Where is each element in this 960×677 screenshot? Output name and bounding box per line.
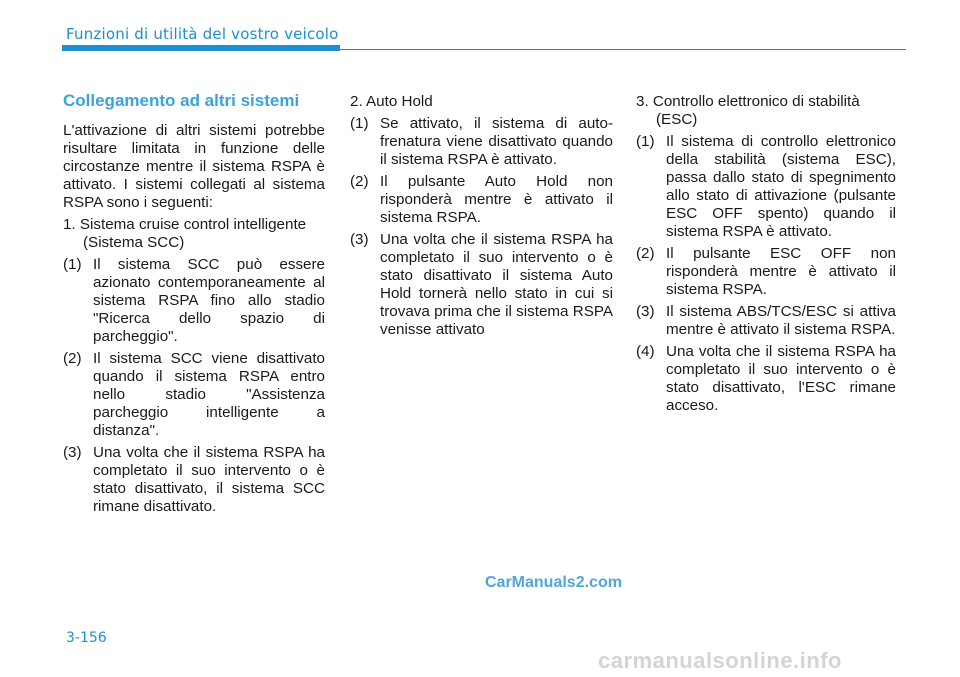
list-heading-esc: 3. Controllo elettronico di stabilità (ESC)	[636, 93, 860, 128]
item-number: (1)	[636, 133, 655, 150]
list-item	[63, 444, 325, 516]
item-number: (1)	[63, 256, 82, 273]
header-title: Funzioni di utilità del vostro veicolo	[66, 25, 339, 43]
item-text: Il sistema SCC può essere azionato contemporaneamente al sistema RSPA fino allo stadio "Ricerca dello spazio di parcheggio".	[93, 256, 325, 345]
list-item	[350, 231, 613, 339]
list-heading-scc: 1. Sistema cruise control intelligente (Sistema SCC)	[63, 216, 307, 251]
item-number: (3)	[63, 444, 82, 461]
watermark-link[interactable]: CarManuals2.com	[485, 574, 622, 591]
item-text: Il pulsante Auto Hold non risponderà mentre è attivato il sistema RSPA.	[380, 173, 613, 226]
page-number: 3-156	[66, 630, 107, 646]
item-text: Se attivato, il sistema di auto-frenatura viene disattivato quando il sistema RSPA è attivato.	[380, 115, 613, 168]
list-item	[636, 303, 896, 339]
item-number: (3)	[350, 231, 369, 248]
item-text: Il sistema ABS/TCS/ESC si attiva mentre è attivato il sistema RSPA.	[666, 303, 896, 338]
intro-paragraph: L'attivazione di altri sistemi potrebbe risultare limitata in funzione delle circostanze mentre il sistema RSPA è attivato. I sistemi collegati al sistema RSPA sono i seguenti:	[63, 122, 325, 211]
item-text: Una volta che il sistema RSPA ha completato il suo intervento o è stato disattivato, il sistema SCC rimane disattivato.	[93, 444, 325, 515]
item-text: Il pulsante ESC OFF non risponderà mentre è attivato il sistema RSPA.	[666, 245, 896, 298]
header-rule-thin	[340, 49, 906, 50]
item-text: Una volta che il sistema RSPA ha completato il suo intervento o è stato disattivato il sistema Auto Hold tornerà nello stato in cui si trovava prima che il sistema RSPA venisse attivato	[380, 231, 613, 338]
list-item	[636, 133, 896, 241]
column-1	[63, 90, 325, 520]
header-rule-thick	[62, 45, 340, 51]
footer-watermark: carmanualsonline.info	[598, 648, 842, 673]
section-title: Collegamento ad altri sistemi	[63, 91, 300, 110]
list-item	[636, 245, 896, 299]
list-item	[350, 115, 613, 169]
item-number: (1)	[350, 115, 369, 132]
item-number: (2)	[350, 173, 369, 190]
item-number: (4)	[636, 343, 655, 360]
item-text: Il sistema di controllo elettronico della stabilità (sistema ESC), passa dallo stato di spegnimento allo stato di attivazione (pulsante ESC OFF spento) quando il sistema RSPA è attivato.	[666, 133, 896, 240]
column-2	[350, 93, 613, 343]
item-text: Una volta che il sistema RSPA ha completato il suo intervento o è stato disattivato, l'ESC rimane acceso.	[666, 343, 896, 414]
list-item	[63, 350, 325, 440]
list-item	[636, 343, 896, 415]
list-item	[350, 173, 613, 227]
item-number: (2)	[63, 350, 82, 367]
item-text: Il sistema SCC viene disattivato quando il sistema RSPA entro nello stadio "Assistenza parcheggio intelligente a distanza".	[93, 350, 325, 439]
column-3	[636, 93, 896, 419]
item-number: (3)	[636, 303, 655, 320]
list-heading-auto-hold: 2. Auto Hold	[350, 93, 433, 110]
list-item	[63, 256, 325, 346]
item-number: (2)	[636, 245, 655, 262]
